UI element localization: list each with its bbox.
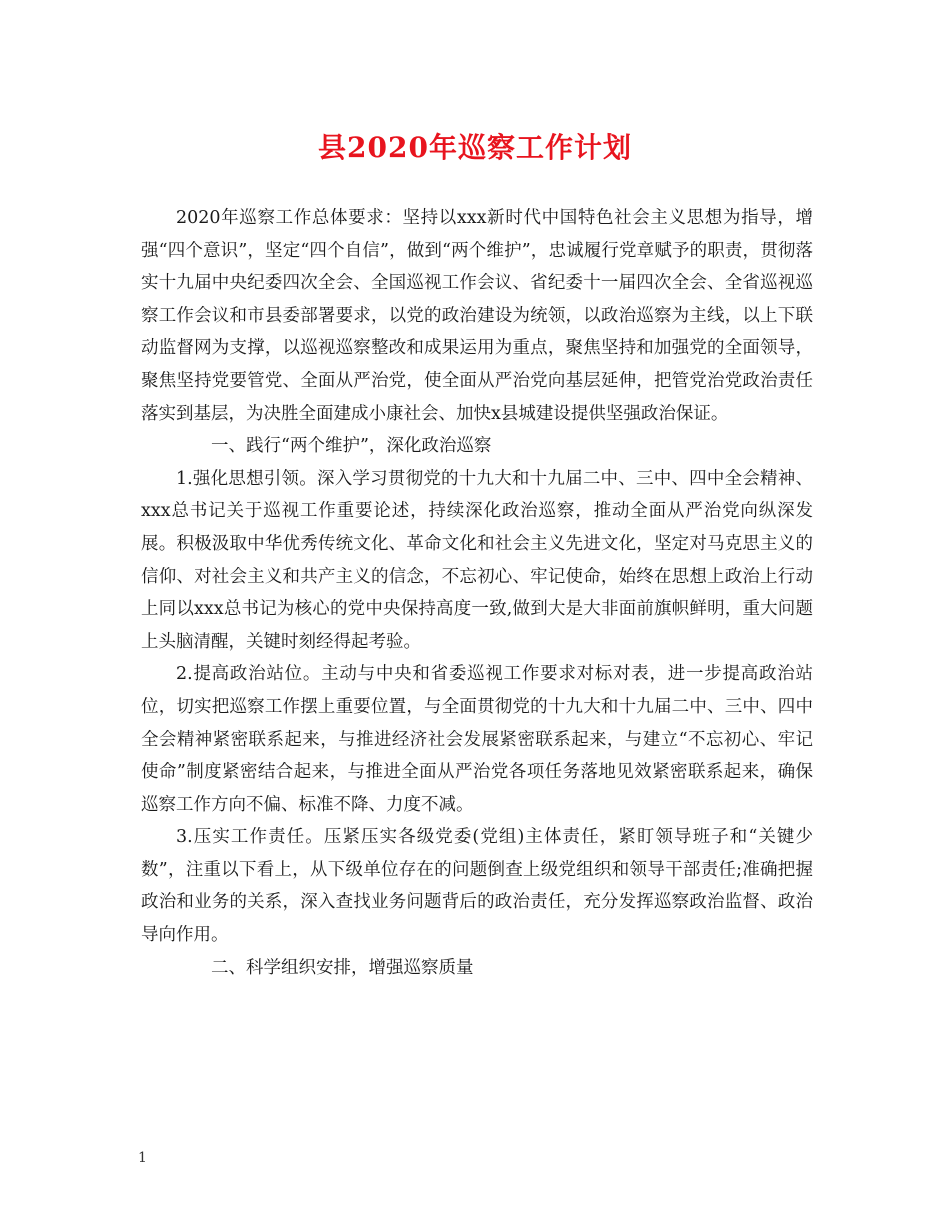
paragraph-item-1: 1.强化思想引领。深入学习贯彻党的十九大和十九届二中、三中、四中全会精神、xxx总书记关于巡视工作重要论述，持续深化政治巡察，推动全面从严治党向纵深发展。积极汲取中华优秀传统文化、革命文化和社会主义先进文化，坚定对马克思主义的信仰、对社会主义和共产主义的信念，不忘初心、牢记使命，始终在思想上政治上行动上同以xxx总书记为核心的党中央保持高度一致,做到大是大非面前旗帜鲜明，重大问题上头脑清醒，关键时刻经得起考验。: [141, 468, 813, 652]
section-heading-2: 二、科学组织安排，增强巡察质量: [211, 957, 474, 978]
section-heading-1: 一、践行“两个维护”，深化政治巡察: [211, 436, 492, 457]
page-number: 1: [138, 1150, 147, 1166]
document-body: [141, 202, 813, 984]
document-title: 县2020年巡察工作计划: [318, 131, 632, 164]
paragraph-item-3: 3.压实工作责任。压紧压实各级党委(党组)主体责任，紧盯领导班子和“关键少数”，注重以下看上，从下级单位存在的问题倒查上级党组织和领导干部责任;准确把握政治和业务的关系，深入查找业务问题背后的政治责任，充分发挥巡察政治监督、政治导向作用。: [141, 827, 813, 946]
paragraph-item-2: 2.提高政治站位。主动与中央和省委巡视工作要求对标对表，进一步提高政治站位，切实把巡察工作摆上重要位置，与全面贯彻党的十九大和十九届二中、三中、四中全会精神紧密联系起来，与推进经济社会发展紧密联系起来，与建立“不忘初心、牢记使命”制度紧密结合起来，与推进全面从严治党各项任务落地见效紧密联系起来，确保巡察工作方向不偏、标准不降、力度不减。: [141, 664, 813, 815]
paragraph-overall-requirements: 2020年巡察工作总体要求：坚持以xxx新时代中国特色社会主义思想为指导，增强“四个意识”，坚定“四个自信”，做到“两个维护”，忠诚履行党章赋予的职责，贯彻落实十九届中央纪委四次全会、全国巡视工作会议、省纪委十一届四次全会、全省巡视巡察工作会议和市县委部署要求，以党的政治建设为统领，以政治巡察为主线，以上下联动监督网为支撑，以巡视巡察整改和成果运用为重点，聚焦坚持和加强党的全面领导，聚焦坚持党要管党、全面从严治党，使全面从严治党向基层延伸，把管党治党政治责任落实到基层，为决胜全面建成小康社会、加快x县城建设提供坚强政治保证。: [141, 208, 813, 424]
